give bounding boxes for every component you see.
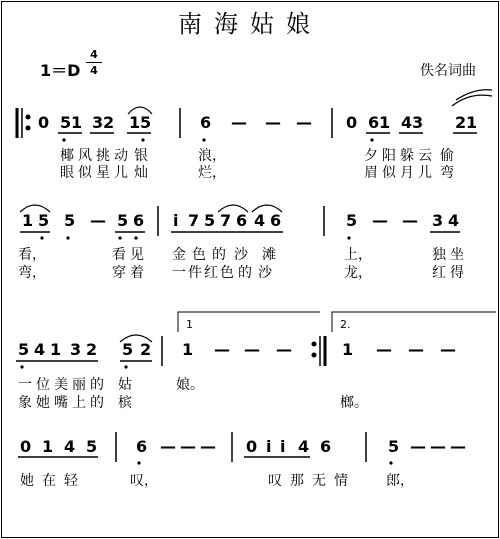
- note: 4: [401, 113, 413, 132]
- note: 5: [204, 211, 216, 230]
- note: i: [266, 437, 272, 456]
- low-octave-dot: [202, 138, 205, 141]
- lyric-verse-2: 似: [382, 165, 396, 181]
- sustain-dash: —: [450, 437, 466, 456]
- key-signature: 1＝D: [40, 61, 81, 80]
- sustain-dash: —: [376, 340, 392, 359]
- note: 4: [254, 211, 266, 230]
- note: 1: [466, 113, 478, 132]
- lyric-verse-2: 榔。: [340, 395, 368, 411]
- lyric-verse-2: 一: [172, 265, 186, 281]
- note: 0: [20, 437, 32, 456]
- note: 6: [236, 211, 248, 230]
- lyric-verse-1: 滩: [262, 247, 276, 263]
- lyric-verse-1: 一: [18, 377, 32, 393]
- note: 0: [38, 113, 50, 132]
- lyric-verse-1: 坐: [450, 247, 464, 263]
- sustain-dash: —: [440, 340, 456, 359]
- lyric-verse-2: 嘴: [54, 395, 68, 411]
- slur: [218, 205, 248, 212]
- note: 5: [64, 211, 76, 230]
- slur: [128, 107, 152, 114]
- note: 3: [92, 113, 104, 132]
- low-octave-dot: [370, 138, 373, 141]
- lyric-verse-2: 色: [220, 265, 234, 281]
- note: 5: [18, 340, 30, 359]
- lyric-verse-1: 的: [212, 247, 226, 263]
- lyric-verse-1: 上，: [344, 247, 372, 263]
- lyric-verse-1: 叹: [268, 473, 282, 489]
- time-signature-top: 4: [90, 48, 98, 61]
- lyric-verse-1: 夕: [364, 148, 378, 164]
- lyric-verse-2: 烂，: [198, 165, 226, 181]
- lyric-verse-1: 躲: [400, 148, 414, 164]
- note: 5: [38, 211, 50, 230]
- note: 5: [60, 113, 72, 132]
- slur: [252, 205, 282, 212]
- note: 6: [368, 113, 380, 132]
- lyric-verse-2: 儿: [418, 165, 432, 181]
- note: 1: [129, 113, 141, 132]
- sustain-dash: —: [276, 340, 292, 359]
- time-signature-bottom: 4: [90, 64, 98, 77]
- low-octave-dot: [118, 236, 121, 239]
- lyric-verse-2: 的: [90, 395, 104, 411]
- repeat-dot: [312, 342, 316, 346]
- note: 5: [117, 211, 129, 230]
- sustain-dash: —: [408, 340, 424, 359]
- lyric-verse-2: 星: [96, 165, 110, 181]
- note: 6: [136, 437, 148, 456]
- lyric-verse-2: 她: [36, 395, 50, 411]
- note: 6: [320, 437, 332, 456]
- song-title: 南海姑娘: [178, 10, 322, 38]
- low-octave-dot: [62, 138, 65, 141]
- low-octave-dot: [389, 461, 392, 464]
- slur: [452, 95, 492, 106]
- credit-line: 佚名词曲: [420, 63, 476, 79]
- lyric-verse-2: 龙，: [344, 265, 372, 281]
- lyric-verse-1: 沙: [234, 247, 248, 263]
- lyric-verse-1: 风: [78, 148, 92, 164]
- note: 1: [379, 113, 391, 132]
- lyric-verse-2: 儿: [114, 165, 128, 181]
- lyric-verse-1: 独: [432, 247, 446, 263]
- note: 6: [133, 211, 145, 230]
- note: 5: [140, 113, 152, 132]
- lyric-verse-2: 月: [400, 165, 414, 181]
- low-octave-dot: [134, 236, 137, 239]
- sustain-dash: —: [265, 113, 281, 132]
- sustain-dash: —: [402, 211, 418, 230]
- lyric-verse-1: 轻: [64, 473, 78, 489]
- lyric-verse-1: 姑: [118, 377, 132, 393]
- lyric-verse-1: 娘。: [176, 377, 204, 393]
- note: 0: [346, 113, 358, 132]
- low-octave-dot: [141, 138, 144, 141]
- lyric-verse-2: 沙: [258, 265, 272, 281]
- lyric-verse-1: 云: [418, 148, 432, 164]
- repeat-dot: [312, 353, 316, 357]
- lyric-verse-1: 美: [54, 377, 68, 393]
- lyric-verse-1: 叹，: [130, 473, 158, 489]
- lyric-verse-2: 着: [130, 265, 144, 281]
- note: 5: [122, 340, 134, 359]
- lyric-verse-1: 见: [130, 247, 144, 263]
- low-octave-dot: [124, 365, 127, 368]
- lyric-verse-2: 红: [432, 265, 446, 281]
- sustain-dash: —: [200, 437, 216, 456]
- lyric-verse-1: 色: [192, 247, 206, 263]
- lyric-verse-1: 看，: [18, 247, 46, 263]
- note: 5: [388, 437, 400, 456]
- note: 3: [70, 340, 82, 359]
- sustain-dash: —: [214, 340, 230, 359]
- sustain-dash: —: [372, 211, 388, 230]
- sustain-dash: —: [160, 437, 176, 456]
- note: 1: [342, 340, 354, 359]
- sustain-dash: —: [180, 437, 196, 456]
- note: 7: [220, 211, 232, 230]
- lyric-verse-2: 槟: [118, 395, 132, 411]
- note: 5: [86, 437, 98, 456]
- lyric-verse-1: 那: [290, 473, 304, 489]
- sustain-dash: —: [244, 340, 260, 359]
- repeat-dot: [26, 115, 30, 119]
- lyric-verse-1: 银: [134, 148, 148, 164]
- note: 2: [103, 113, 115, 132]
- lyric-verse-2: 穿: [112, 265, 126, 281]
- note: 6: [270, 211, 282, 230]
- lyric-verse-2: 上: [72, 395, 86, 411]
- lyric-verse-2: 似: [78, 165, 92, 181]
- lyric-verse-2: 的: [238, 265, 252, 281]
- lyric-verse-1: 郎，: [386, 473, 414, 489]
- note: 4: [448, 211, 460, 230]
- lyric-verse-1: 偷: [440, 148, 454, 164]
- lyric-verse-1: 挑: [96, 148, 110, 164]
- lyric-verse-1: 阳: [382, 148, 396, 164]
- lyric-verse-1: 位: [36, 377, 50, 393]
- low-octave-dot: [66, 236, 69, 239]
- slur: [20, 205, 50, 212]
- note: 1: [22, 211, 34, 230]
- lyric-verse-1: 浪，: [198, 148, 226, 164]
- lyric-verse-1: 无: [312, 473, 326, 489]
- lyric-verse-2: 弯，: [18, 265, 46, 281]
- lyric-verse-2: 红: [204, 265, 218, 281]
- note: 1: [182, 340, 194, 359]
- volta-1-bracket: [178, 312, 320, 332]
- lyric-verse-2: 得: [450, 265, 464, 281]
- lyric-verse-1: 椰: [60, 148, 74, 164]
- note: 4: [298, 437, 310, 456]
- lyric-verse-2: 灿: [134, 165, 148, 181]
- lyric-verse-2: 眼: [60, 165, 74, 181]
- sustain-dash: —: [90, 211, 106, 230]
- lyric-verse-1: 看: [112, 247, 126, 263]
- low-octave-dot: [347, 236, 350, 239]
- note: 2: [140, 340, 152, 359]
- note: 1: [71, 113, 83, 132]
- lyric-verse-2: 象: [18, 395, 32, 411]
- note: 1: [50, 340, 62, 359]
- note: i: [280, 437, 286, 456]
- note: 3: [412, 113, 424, 132]
- note: 0: [246, 437, 258, 456]
- low-octave-dot: [40, 236, 43, 239]
- note: 6: [200, 113, 212, 132]
- low-octave-dot: [20, 365, 23, 368]
- volta-2-label: 2.: [340, 318, 351, 331]
- lyric-verse-2: 眉: [364, 165, 378, 181]
- lyric-verse-2: 件: [188, 265, 202, 281]
- volta-2-bracket: [332, 312, 496, 332]
- note: 4: [64, 437, 76, 456]
- sustain-dash: —: [410, 437, 426, 456]
- lyric-verse-1: 的: [90, 377, 104, 393]
- note: 2: [455, 113, 467, 132]
- lyric-verse-1: 丽: [72, 377, 86, 393]
- low-octave-dot: [137, 461, 140, 464]
- note: 3: [432, 211, 444, 230]
- note: 4: [34, 340, 46, 359]
- sustain-dash: —: [296, 113, 312, 132]
- note: 5: [346, 211, 358, 230]
- sustain-dash: —: [231, 113, 247, 132]
- slur: [120, 335, 152, 342]
- lyric-verse-1: 情: [334, 473, 348, 489]
- lyric-verse-2: 弯: [440, 165, 454, 181]
- sustain-dash: —: [430, 437, 446, 456]
- note: i: [173, 211, 179, 230]
- repeat-dot: [26, 126, 30, 130]
- note: 1: [42, 437, 54, 456]
- lyric-verse-1: 金: [172, 247, 186, 263]
- note: 7: [188, 211, 200, 230]
- volta-1-label: 1: [186, 318, 193, 331]
- lyric-verse-1: 她: [20, 473, 34, 489]
- lyric-verse-1: 在: [42, 473, 56, 489]
- lyric-verse-1: 动: [114, 148, 128, 164]
- note: 2: [86, 340, 98, 359]
